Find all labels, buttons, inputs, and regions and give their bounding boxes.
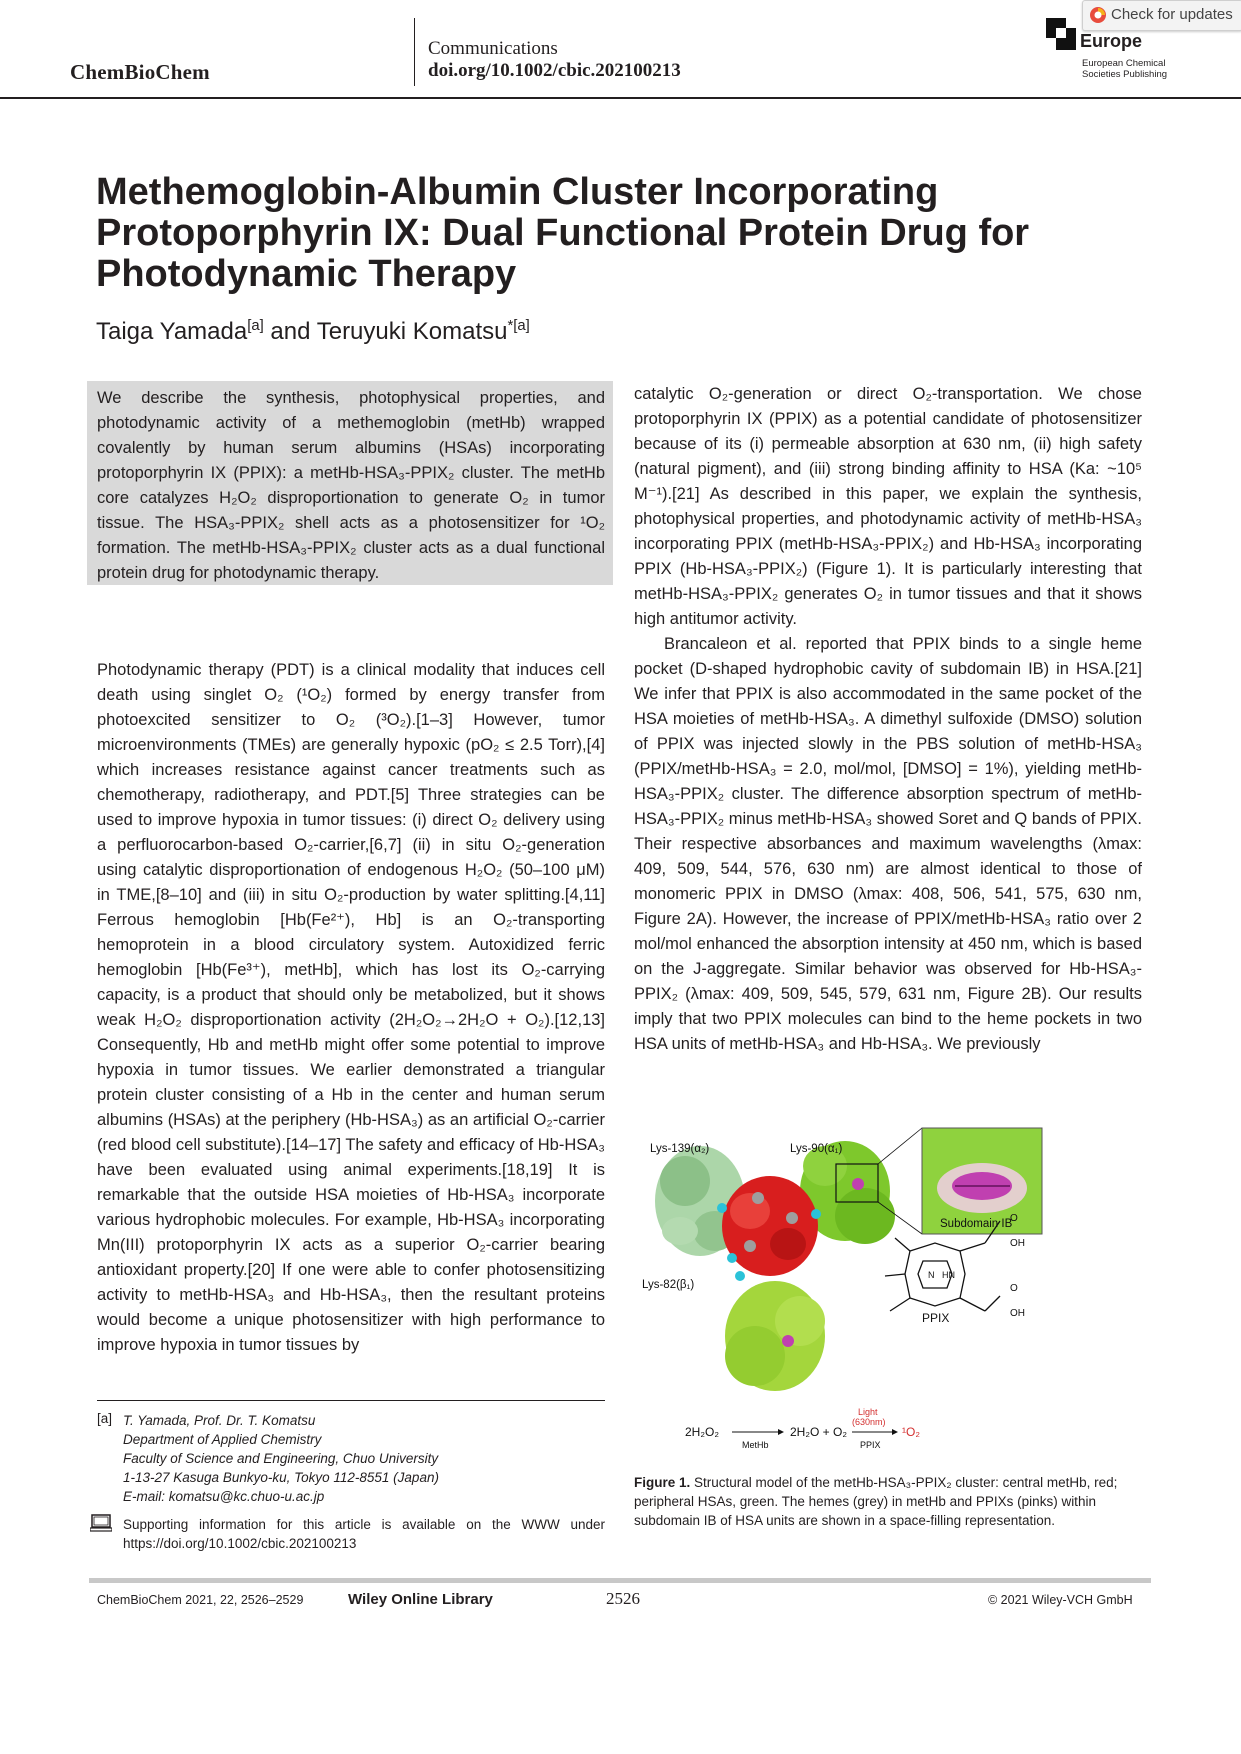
doi-link[interactable]: doi.org/10.1002/cbic.202100213 <box>428 60 681 81</box>
header-divider <box>414 18 415 86</box>
logo-subtitle: European Chemical Societies Publishing <box>1082 58 1168 80</box>
logo-wordmark: Europe <box>1080 31 1143 51</box>
subdomain-ib-inset <box>922 1128 1042 1234</box>
affiliation-marker: [a] <box>97 1411 113 1426</box>
page-number: 2526 <box>606 1589 640 1608</box>
svg-text:O: O <box>1010 1283 1018 1294</box>
svg-text:OH: OH <box>1010 1308 1025 1319</box>
svg-text:(630nm): (630nm) <box>852 1417 886 1427</box>
subdomain-label: Subdomain IB <box>940 1218 1013 1230</box>
methb-core <box>722 1176 818 1276</box>
section-label: Communications <box>428 38 558 59</box>
lys82-label: Lys-82(β₁) <box>642 1279 695 1291</box>
svg-text:Light: Light <box>858 1407 878 1417</box>
body-paragraph: catalytic O₂-generation or direct O₂-transportation. We chose protoporphyrin IX (PPIX) as a potential candidate of photosensitizer because of its (i) permeable absorption at 630 nm, (ii) high safety (natural pigment), and (iii) strong binding affinity to HSA (Ka: ~10⁵ M⁻¹).[21] As described in this paper, we explain the synthesis, photophysical properties, and photodynamic activity of metHb-HSA₃ incorporating PPIX (metHb-HSA₃-PPIX₂) and Hb-HSA₃ incorporating PPIX (Hb-HSA₃-PPIX₂) (Figure 1). It is particularly interesting that metHb-HSA₃-PPIX₂ generates O₂ in tumor tissues and that it shows high antitumor activity. <box>634 385 1142 628</box>
journal-name: ChemBioChem <box>70 60 210 84</box>
abstract-text: We describe the synthesis, photophysical properties, and photodynamic activity of a methemoglobin (metHb) wrapped covalently by human serum albumins (HSAs) incorporating protoporphyrin IX (PPIX): a metHb-HSA₃-PPIX₂ cluster. The metHb core catalyzes H₂O₂ disproportionation to generate O₂ in tumor tissue. The HSA₃-PPIX₂ shell acts as a photosensitizer for ¹O₂ formation. The metHb-HSA₃-PPIX₂ cluster acts as a dual functional protein drug for photodynamic therapy. <box>97 389 605 582</box>
hsa-beta1-unit <box>725 1281 825 1391</box>
svg-text:OH: OH <box>1010 1238 1025 1249</box>
chemistry-europe-logo-icon <box>1046 18 1076 50</box>
body-column-left <box>97 658 605 1358</box>
copyright: © 2021 Wiley-VCH GmbH <box>988 1593 1133 1607</box>
footer-citation: ChemBioChem 2021, 22, 2526–2529 <box>97 1593 304 1607</box>
lys90-label: Lys-90(α₁) <box>790 1143 843 1155</box>
figure-caption: Figure 1. Structural model of the metHb-HSA₃-PPIX₂ cluster: central metHb, red; peripheral HSAs, green. The hemes (grey) in metHb and PPIXs (pinks) within subdomain IB of HSA units are shown in a space-filling representation. <box>634 1475 1118 1528</box>
reaction-equation <box>685 1407 920 1450</box>
svg-text:N: N <box>928 1270 935 1280</box>
ppix-site <box>782 1335 794 1347</box>
footnote-rule <box>97 1400 605 1401</box>
ppix-label: PPIX <box>922 1311 950 1325</box>
header-rule <box>0 97 1241 99</box>
figure-1-structural-model <box>640 1126 1140 1456</box>
article-title: Methemoglobin-Albumin Cluster Incorporating Protoporphyrin IX: Dual Functional Protein Drug for Photodynamic Therapy <box>96 171 1030 295</box>
svg-text:O: O <box>1010 1213 1018 1224</box>
svg-text:HN: HN <box>942 1270 955 1280</box>
author-1: Taiga Yamada <box>96 318 248 345</box>
author-2: Teruyuki Komatsu <box>316 318 508 345</box>
footer-rule <box>89 1578 1151 1583</box>
ppix-site <box>852 1178 864 1190</box>
svg-text:PPIX: PPIX <box>860 1440 881 1450</box>
author-line: Taiga Yamada[a] and Teruyuki Komatsu$^{*[a]}$ <box>96 318 530 345</box>
body-paragraph: Brancaleon et al. reported that PPIX binds to a single heme pocket (D-shaped hydrophobic cavity of subdomain IB) in HSA.[21] We infer that PPIX is also accommodated in the same pocket of the HSA moieties of metHb-HSA₃. A dimethyl sulfoxide (DMSO) solution of PPIX was injected slowly in the PBS solution of metHb-HSA₃ (PPIX/metHb-HSA₃ = 2.0, mol/mol, [DMSO] = 1%), yielding metHb-HSA₃-PPIX₂ cluster. The difference absorption spectrum of metHb-HSA₃-PPIX₂ minus metHb-HSA₃ showed Soret and Q bands of PPIX. Their respective absorbances and maximum wavelengths (λmax: 409, 509, 544, 576, 630 nm) are almost identical to those of monomeric PPIX in DMSO (λmax: 408, 506, 541, 575, 630 nm, Figure 2A). However, the increase of PPIX/metHb-HSA₃ ratio over 2 mol/mol enhanced the absorption intensity at 450 nm, which is based on the J-aggregate. Similar behavior was observed for Hb-HSA₃-PPIX₂ (λmax: 409, 509, 545, 579, 631 nm, Figure 2B). Our results imply that two PPIX molecules can bind to the heme pockets in two HSA units of metHb-HSA₃ and Hb-HSA₃. We previously <box>634 635 1142 1053</box>
svg-text:¹O₂: ¹O₂ <box>902 1425 920 1439</box>
lys139-label: Lys-139(α₂) <box>650 1143 710 1155</box>
check-for-updates-button[interactable] <box>1082 0 1241 31</box>
body-column-right <box>634 382 1142 1057</box>
supporting-info-note: Supporting information for this article is available on the WWW under https://doi.org/10.1002/cbic.202100213 <box>123 1517 605 1551</box>
body-paragraph: Photodynamic therapy (PDT) is a clinical modality that induces cell death using singlet O₂ (¹O₂) formed by energy transfer from photoexcited sensitizer to O₂ (³O₂).[1–3] However, tumor microenvironments (TMEs) are generally hypoxic (pO₂ ≤ 2.5 Torr),[4] which increases resistance against cancer treatments such as chemotherapy, radiotherapy, and PDT.[5] Three strategies can be used to improve hypoxia in tumor tissues: (i) direct O₂ delivery using a perfluorocarbon-based O₂-carrier,[6,7] (ii) in situ O₂-generation using catalytic disproportionation of endogenous H₂O₂ (50–100 μM) in TME,[8–10] and (iii) in situ O₂-production by water splitting.[4,11] Ferrous hemoglobin [Hb(Fe²⁺), Hb] is an O₂-transporting hemoprotein in a blood circulatory system. Autoxidized ferric hemoglobin [Hb(Fe³⁺), metHb], which has lost its O₂-carrying capacity, is a product that should only be metabolized, but it shows weak H₂O₂ disproportionation activity (2H₂O₂→2H₂O + O₂).[12,13] Consequently, Hb and metHb might offer some potential to improve hypoxia in tumor tissues. We earlier demonstrated a triangular protein cluster consisting of a Hb in the center and human serum albumins (HSAs) at the periphery (Hb-HSA₃) as an artificial O₂-carrier (red blood cell substitute).[14–17] The safety and efficacy of Hb-HSA₃ have been evaluated using animal experiments.[18,19] It is remarkable that the outside HSA moieties of Hb-HSA₃ incorporate various hydrophobic molecules. For example, Hb-HSA₃ incorporating Mn(III) protoporphyrin IX acts as a superior O₂-carrier bearing antioxidant property.[20] If one were able to confer photosensitizing activity to metHb-HSA₃ and Hb-HSA₃, then the resultant proteins would become a unique photosensitizer with high performance to improve hypoxia in tumor tissues by <box>97 661 605 1354</box>
computer-icon <box>90 1514 112 1532</box>
affiliation-block: T. Yamada, Prof. Dr. T. Komatsu Department of Applied Chemistry Faculty of Science and Engineering, Chuo University 1-13-27 Kasuga Bunkyo-ku, Tokyo 112-8551 (Japan) E-mail: komatsu@kc.chuo-u.ac.jp <box>123 1413 439 1504</box>
check-for-updates-label: Check for updates <box>1111 6 1233 23</box>
svg-text:2H₂O₂: 2H₂O₂ <box>685 1425 719 1439</box>
wiley-online-library-link[interactable]: Wiley Online Library <box>348 1591 493 1608</box>
crossmark-icon <box>1089 6 1107 24</box>
svg-text:MetHb: MetHb <box>742 1440 769 1450</box>
svg-text:2H₂O + O₂: 2H₂O + O₂ <box>790 1425 847 1439</box>
